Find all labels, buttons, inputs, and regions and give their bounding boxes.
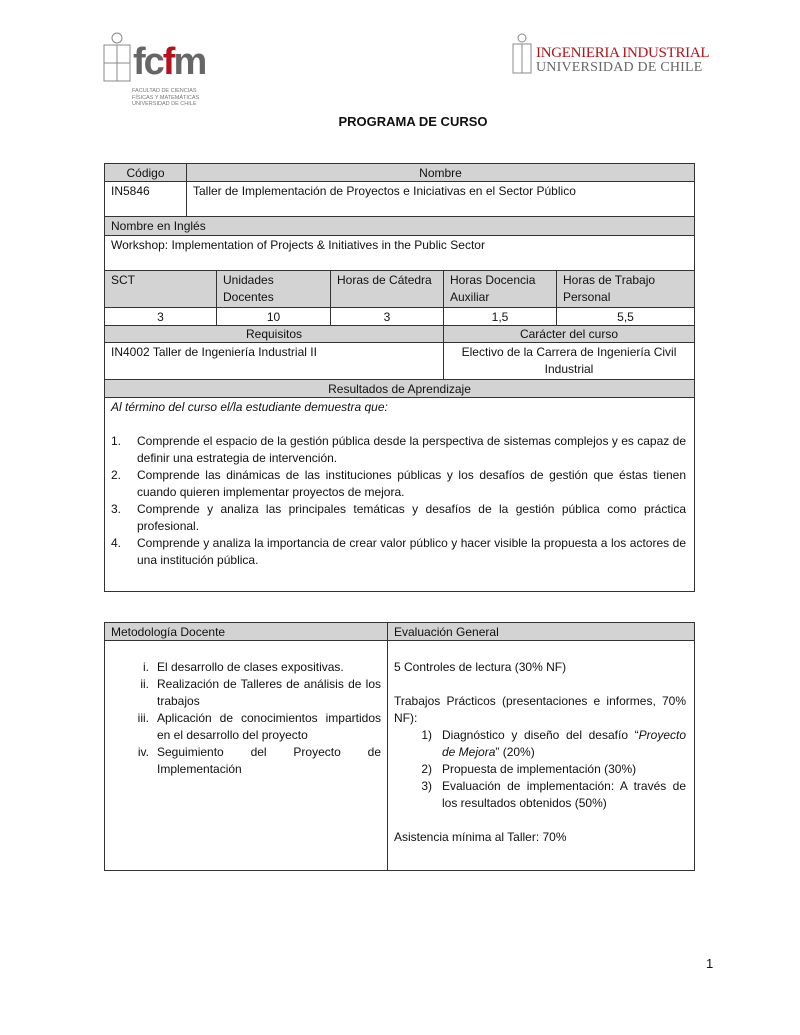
- nombre-ingles-value: Workshop: Implementation of Projects & Initiatives in the Public Sector: [104, 235, 695, 271]
- unidades-header: Unidades Docentes: [216, 270, 331, 308]
- caracter-value: Electivo de la Carrera de Ingeniería Civil Industrial: [443, 342, 695, 380]
- resultados-intro: Al término del curso el/la estudiante demuestra que:: [111, 400, 388, 414]
- list-item: 2. Comprende las dinámicas de las instituciones públicas y los desafíos de gestión que éstas tienen cuando quieren implementar proyectos de mejora.: [111, 468, 686, 499]
- fcfm-wordmark: fcfm: [133, 41, 206, 83]
- horas-personal-header: Horas de Trabajo Personal: [556, 270, 695, 308]
- list-item: 1. Comprende el espacio de la gestión pública desde la perspectiva de sistemas complejos y es capaz de definir una estrategia de intervención.: [111, 434, 686, 465]
- university-seal-icon: [512, 33, 532, 75]
- university-seal-icon: [102, 32, 132, 84]
- nombre-ingles-header: Nombre en Inglés: [104, 216, 695, 236]
- requisitos-value: IN4002 Taller de Ingeniería Industrial II: [104, 342, 444, 380]
- list-item: i. El desarrollo de clases expositivas.: [143, 660, 344, 674]
- asistencia-text: Asistencia mínima al Taller: 70%: [394, 830, 567, 844]
- list-item: ii. Realización de Talleres de análisis de los trabajos: [140, 677, 381, 708]
- trabajos-text: Trabajos Prácticos (presentaciones e informes, 70% NF):: [394, 694, 686, 725]
- resultados-header: Resultados de Aprendizaje: [104, 379, 695, 398]
- ingenieria-industrial-logo: [512, 33, 710, 77]
- list-item: 3) Evaluación de implementación: A través de los resultados obtenidos (50%): [421, 779, 686, 810]
- list-item: 4. Comprende y analiza la importancia de crear valor público y hacer visible la propuesta a los actores de una institución pública.: [111, 536, 686, 567]
- list-item: 3. Comprende y analiza las principales temáticas y desafíos de la gestión pública como práctica profesional.: [111, 502, 686, 533]
- sct-header: SCT: [104, 270, 217, 308]
- list-item: 1) Diagnóstico y diseño del desafío “Proyecto de Mejora” (20%): [421, 728, 686, 759]
- unidades-value: 10: [216, 307, 331, 326]
- sct-value: 3: [104, 307, 217, 326]
- page-number: 1: [706, 956, 714, 971]
- metodologia-content: [104, 640, 388, 871]
- nombre-header: Nombre: [186, 163, 695, 182]
- codigo-header: Código: [104, 163, 187, 182]
- fcfm-caption: FACULTAD DE CIENCIAS FÍSICAS Y MATEMÁTICAS UNIVERSIDAD DE CHILE: [132, 88, 200, 107]
- codigo-value: IN5846: [104, 181, 187, 217]
- controles-text: 5 Controles de lectura (30% NF): [394, 660, 567, 674]
- list-item: 2) Propuesta de implementación (30%): [421, 762, 637, 776]
- metodologia-header: Metodología Docente: [104, 622, 388, 641]
- requisitos-header: Requisitos: [104, 325, 444, 343]
- horas-auxiliar-header: Horas Docencia Auxiliar: [443, 270, 557, 308]
- resultados-content: [104, 397, 695, 592]
- logo-line-1: INGENIERIA INDUSTRIAL: [536, 45, 710, 61]
- horas-catedra-value: 3: [330, 307, 444, 326]
- horas-auxiliar-value: 1,5: [443, 307, 557, 326]
- horas-catedra-header: Horas de Cátedra: [330, 270, 444, 308]
- evaluacion-content: [387, 640, 695, 871]
- caracter-header: Carácter del curso: [443, 325, 695, 343]
- fcfm-logo: [100, 30, 210, 112]
- logo-line-2: UNIVERSIDAD DE CHILE: [536, 60, 703, 75]
- nombre-value: Taller de Implementación de Proyectos e Iniciativas en el Sector Público: [186, 181, 695, 217]
- page-title: PROGRAMA DE CURSO: [338, 114, 488, 129]
- evaluacion-header: Evaluación General: [387, 622, 695, 641]
- list-item: iv. Seguimiento del Proyecto de Implementación: [137, 745, 381, 776]
- list-item: iii. Aplicación de conocimientos impartidos en el desarrollo del proyecto: [137, 711, 381, 742]
- horas-personal-value: 5,5: [556, 307, 695, 326]
